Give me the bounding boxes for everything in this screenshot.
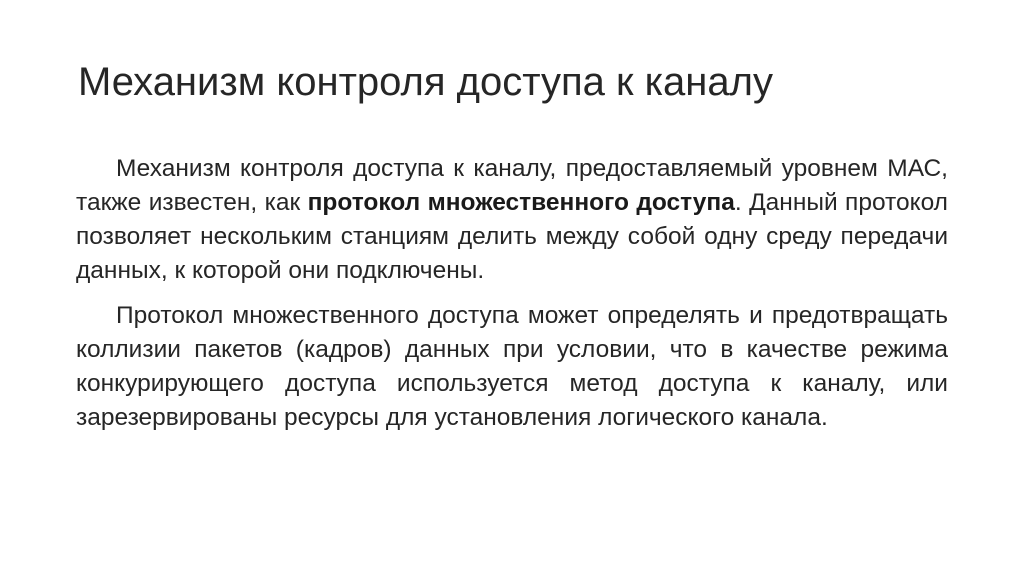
body-paragraph-1	[76, 152, 948, 288]
body-paragraph-2: Протокол множественного доступа может определять и предотвращать коллизии пакетов (кадров) данных при условии, что в качестве режима конкурирующего доступа используется метод доступа к каналу, или зарезервированы ресурсы для установления логического канала.	[76, 302, 948, 431]
slide-body	[76, 152, 948, 446]
paragraph-1-text-end: . Данный протокол позволяет нескольким станциям делить между собой одну среду передачи данных, к которой они подключены.	[76, 189, 948, 284]
paragraph-1-bold-term: протокол множественного доступа	[307, 189, 735, 216]
slide-title: Механизм контроля доступа к каналу	[78, 60, 773, 104]
paragraph-1-text-start: Механизм контроля доступа к каналу, предоставляемый уровнем МАС, также известен, как	[76, 155, 948, 216]
